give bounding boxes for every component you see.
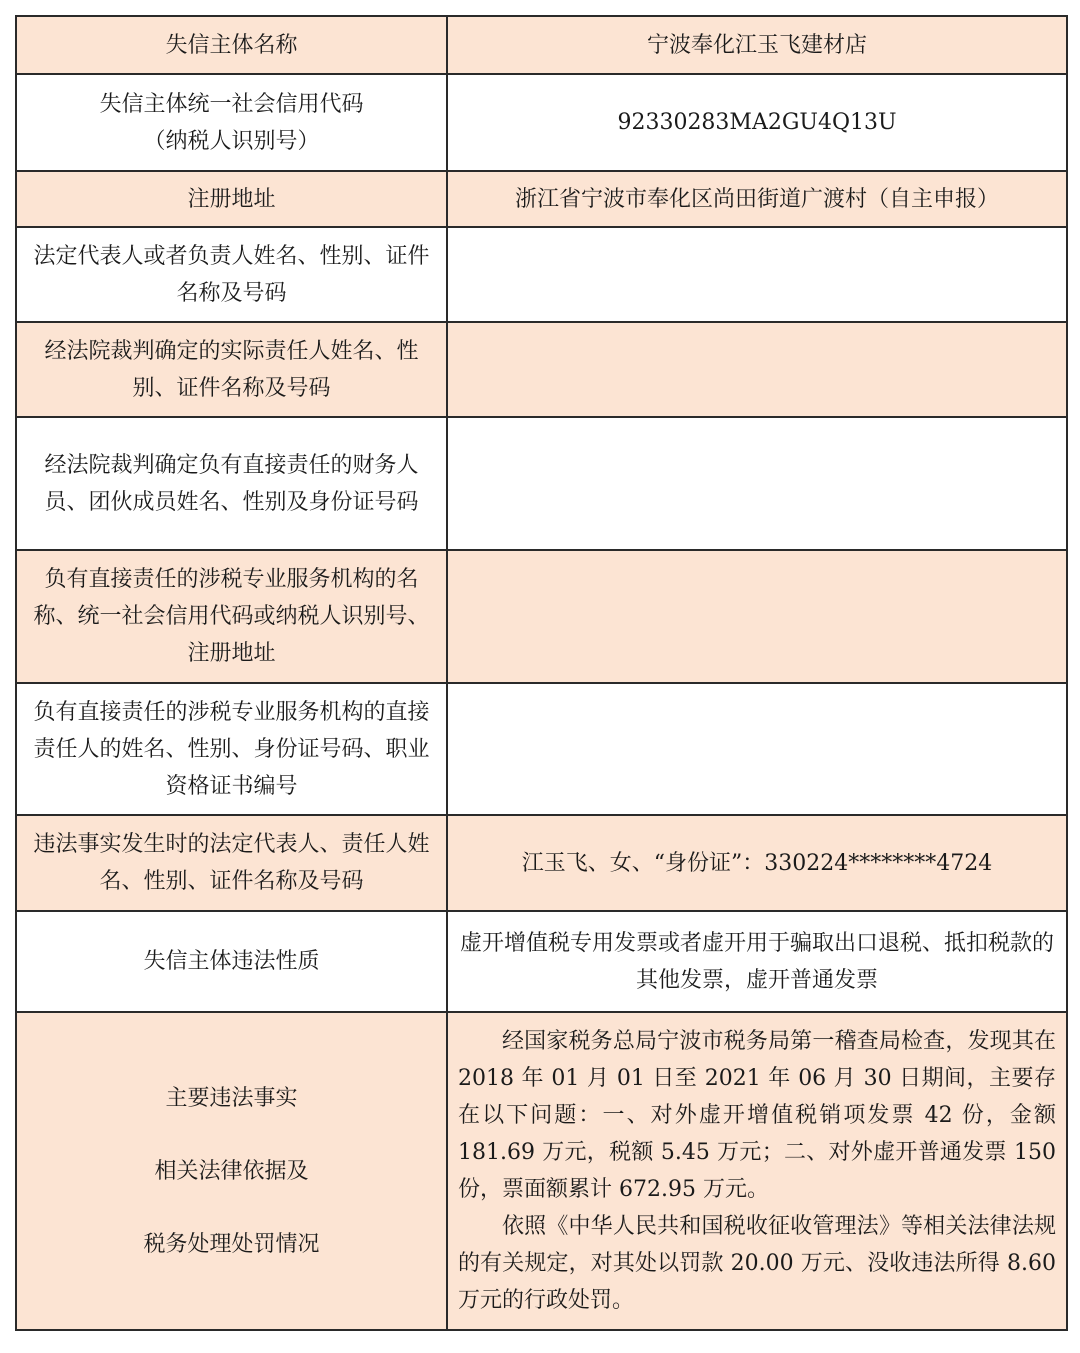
value-violation-nature: 虚开增值税专用发票或者虚开用于骗取出口退税、抵扣税款的其他发票，虚开普通发票 bbox=[447, 911, 1067, 1012]
label-actual-responsible: 经法院裁判确定的实际责任人姓名、性别、证件名称及号码 bbox=[16, 322, 447, 417]
label-main-facts-line1: 主要违法事实 bbox=[165, 1085, 298, 1111]
label-agency-person: 负有直接责任的涉税专业服务机构的直接责任人的姓名、性别、身份证号码、职业资格证书编号 bbox=[16, 683, 447, 815]
label-main-facts-line2: 相关法律依据及 bbox=[154, 1158, 309, 1184]
label-main-facts-line3: 税务处理处罚情况 bbox=[143, 1231, 320, 1257]
dishonest-entity-table bbox=[15, 15, 1068, 1331]
label-credit-code bbox=[16, 74, 447, 171]
label-credit-code-line1: 失信主体统一社会信用代码 bbox=[99, 91, 364, 117]
facts-paragraph: 经国家税务总局宁波市税务局第一稽查局检查，发现其在 2018 年 01 月 01 日至 2021 年 06 月 30 日期间，主要存在以下问题：一、对外虚开增值税销项发票 42 份，金额 181.69 万元，税额 5.45 万元；二、对外虚开普通发票 150 份，票面额累计 672.95 万元。 bbox=[458, 1029, 1056, 1202]
value-legal-rep bbox=[447, 227, 1067, 322]
label-agency: 负有直接责任的涉税专业服务机构的名称、统一社会信用代码或纳税人识别号、注册地址 bbox=[16, 550, 447, 683]
row-agency-person bbox=[16, 683, 1067, 815]
row-actual-responsible bbox=[16, 322, 1067, 417]
row-agency bbox=[16, 550, 1067, 683]
row-address bbox=[16, 171, 1067, 227]
value-main-facts bbox=[447, 1012, 1067, 1330]
value-agency-person bbox=[447, 683, 1067, 815]
value-actual-responsible bbox=[447, 322, 1067, 417]
penalty-paragraph: 依照《中华人民共和国税收征收管理法》等相关法律法规的有关规定，对其处以罚款 20.00 万元、没收违法所得 8.60 万元的行政处罚。 bbox=[458, 1214, 1056, 1313]
label-violation-nature: 失信主体违法性质 bbox=[16, 911, 447, 1012]
value-address: 浙江省宁波市奉化区尚田街道广渡村（自主申报） bbox=[447, 171, 1067, 227]
label-legal-rep: 法定代表人或者负责人姓名、性别、证件名称及号码 bbox=[16, 227, 447, 322]
value-agency bbox=[447, 550, 1067, 683]
value-rep-at-violation: 江玉飞、女、“身份证”：330224********4724 bbox=[447, 815, 1067, 911]
row-main-facts bbox=[16, 1012, 1067, 1330]
label-address: 注册地址 bbox=[16, 171, 447, 227]
label-finance-staff: 经法院裁判确定负有直接责任的财务人员、团伙成员姓名、性别及身份证号码 bbox=[16, 417, 447, 550]
row-finance-staff bbox=[16, 417, 1067, 550]
value-entity-name: 宁波奉化江玉飞建材店 bbox=[447, 16, 1067, 74]
row-legal-rep bbox=[16, 227, 1067, 322]
row-violation-nature bbox=[16, 911, 1067, 1012]
row-credit-code bbox=[16, 74, 1067, 171]
label-rep-at-violation: 违法事实发生时的法定代表人、责任人姓名、性别、证件名称及号码 bbox=[16, 815, 447, 911]
row-entity-name bbox=[16, 16, 1067, 74]
label-credit-code-line2: （纳税人识别号） bbox=[143, 128, 320, 154]
label-entity-name: 失信主体名称 bbox=[16, 16, 447, 74]
value-finance-staff bbox=[447, 417, 1067, 550]
label-main-facts bbox=[16, 1012, 447, 1330]
row-rep-at-violation bbox=[16, 815, 1067, 911]
value-credit-code: 92330283MA2GU4Q13U bbox=[447, 74, 1067, 171]
